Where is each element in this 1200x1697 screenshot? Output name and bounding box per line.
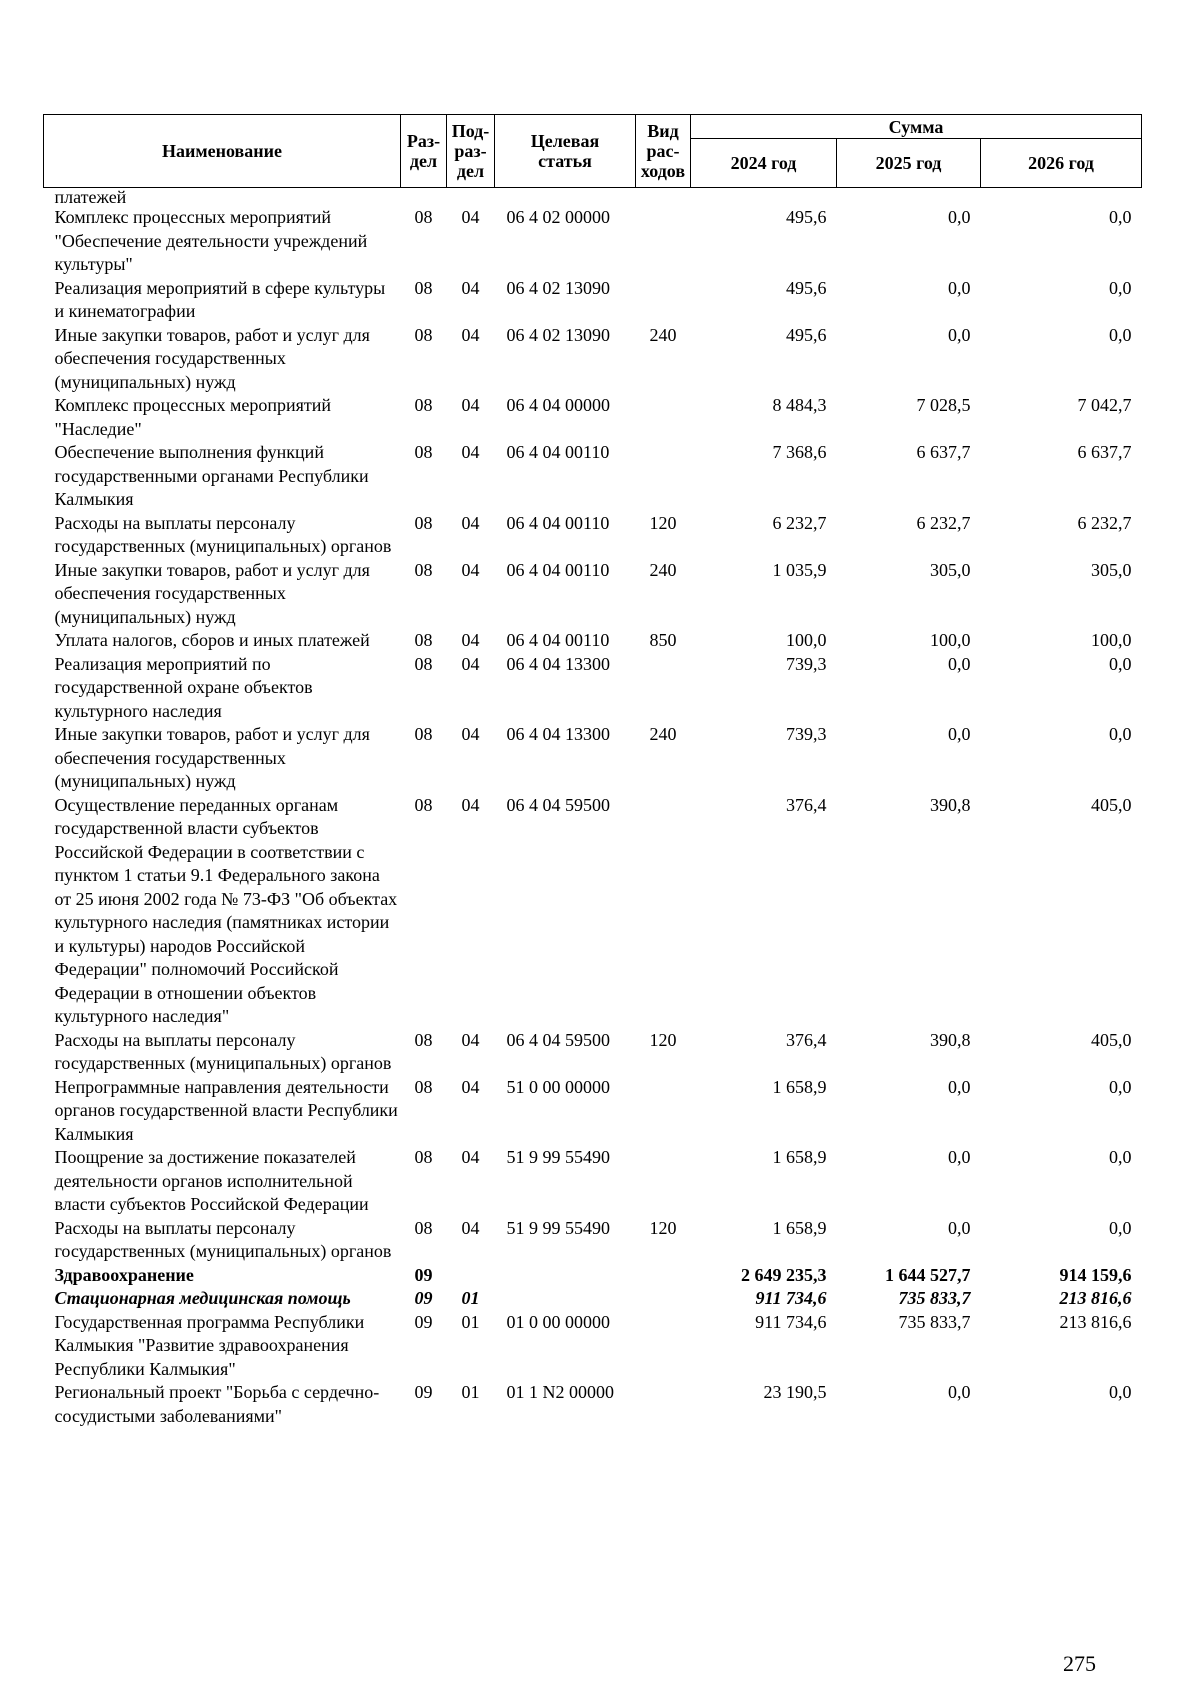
row-sum-2026: 0,0 xyxy=(1109,1076,1132,1097)
row-razdel: 08 xyxy=(414,395,433,415)
row-podrazdel: 01 xyxy=(461,1382,480,1402)
row-vid-rashodov xyxy=(636,1146,691,1217)
row-name: Здравоохранение xyxy=(54,1264,194,1285)
row-razdel: 08 xyxy=(414,1029,433,1050)
row-sum-2024: 739,3 xyxy=(786,724,827,744)
row-sum-2024: 1 658,9 xyxy=(772,1147,827,1167)
row-celevaya-statya xyxy=(495,1264,636,1288)
row-sum-2026: 0,0 xyxy=(1109,277,1132,298)
row-vid-rashodov: 850 xyxy=(649,630,677,650)
row-name: Иные закупки товаров, работ и услуг для обеспечения государственных (муниципальных) нужд xyxy=(54,559,370,627)
row-vid-rashodov: 120 xyxy=(649,1029,677,1050)
row-sum-2024: 911 734,6 xyxy=(755,1288,827,1308)
row-sum-2024 xyxy=(691,188,837,207)
row-podrazdel: 04 xyxy=(461,324,480,345)
row-podrazdel: 04 xyxy=(461,277,480,298)
row-podrazdel xyxy=(447,1264,495,1288)
row-razdel: 08 xyxy=(414,1147,433,1167)
row-razdel: 09 xyxy=(414,1288,433,1308)
row-celevaya-statya: 51 9 99 55490 xyxy=(506,1147,610,1167)
row-name: Государственная программа Республики Калмыкия "Развитие здравоохранения Республики Калмыкия" xyxy=(54,1311,365,1379)
table-row xyxy=(44,794,1142,1029)
row-podrazdel: 04 xyxy=(461,395,480,415)
row-razdel: 08 xyxy=(414,794,433,815)
budget-table xyxy=(43,114,1142,1428)
row-razdel: 08 xyxy=(414,724,433,744)
row-sum-2026: 0,0 xyxy=(1109,1217,1132,1238)
row-sum-2025: 0,0 xyxy=(948,1147,971,1167)
row-podrazdel: 04 xyxy=(461,1217,480,1238)
row-celevaya-statya: 01 0 00 00000 xyxy=(506,1311,610,1332)
row-sum-2024: 7 368,6 xyxy=(772,442,827,462)
row-razdel: 08 xyxy=(414,442,433,462)
row-celevaya-statya: 51 0 00 00000 xyxy=(506,1076,610,1097)
row-name: Непрограммные направления деятельности органов государственной власти Республики Калмыкия xyxy=(54,1076,398,1144)
row-razdel: 08 xyxy=(414,559,433,580)
row-celevaya-statya: 06 4 04 13300 xyxy=(506,653,610,674)
table-row xyxy=(44,206,1142,277)
row-sum-2025: 735 833,7 xyxy=(898,1288,971,1308)
header-vid-rashodov: Вид рас- ходов xyxy=(636,115,691,188)
row-podrazdel: 01 xyxy=(461,1311,480,1332)
row-razdel: 08 xyxy=(414,512,433,533)
row-sum-2024: 739,3 xyxy=(786,653,827,674)
row-celevaya-statya: 06 4 04 00000 xyxy=(506,395,610,415)
row-celevaya-statya: 01 1 N2 00000 xyxy=(506,1382,614,1402)
row-sum-2025: 1 644 527,7 xyxy=(885,1264,971,1285)
row-name: Расходы на выплаты персоналу государственных (муниципальных) органов xyxy=(54,512,392,556)
table-row xyxy=(44,1381,1142,1428)
row-celevaya-statya: 06 4 04 59500 xyxy=(506,1029,610,1050)
row-razdel: 08 xyxy=(414,324,433,345)
row-celevaya-statya: 06 4 04 00110 xyxy=(506,512,610,533)
header-razdel: Раз- дел xyxy=(401,115,447,188)
row-sum-2024: 495,6 xyxy=(786,207,827,227)
row-name: Комплекс процессных мероприятий "Наследие" xyxy=(54,395,332,439)
row-sum-2024: 23 190,5 xyxy=(763,1382,827,1402)
row-sum-2025: 390,8 xyxy=(930,794,971,815)
row-sum-2025: 0,0 xyxy=(948,324,971,345)
row-celevaya-statya xyxy=(495,1287,636,1311)
row-vid-rashodov: 120 xyxy=(649,1217,677,1238)
row-podrazdel: 04 xyxy=(461,442,480,462)
row-sum-2026: 0,0 xyxy=(1109,724,1132,744)
row-sum-2024: 1 658,9 xyxy=(772,1076,827,1097)
row-vid-rashodov: 240 xyxy=(649,559,677,580)
row-sum-2026: 7 042,7 xyxy=(1077,395,1132,415)
table-row xyxy=(44,188,1142,207)
row-vid-rashodov xyxy=(636,277,691,324)
row-podrazdel: 01 xyxy=(461,1288,480,1308)
row-sum-2025: 0,0 xyxy=(948,653,971,674)
row-podrazdel: 04 xyxy=(461,512,480,533)
row-razdel xyxy=(401,188,447,207)
row-sum-2025: 6 637,7 xyxy=(916,442,971,462)
row-vid-rashodov xyxy=(636,188,691,207)
row-podrazdel xyxy=(447,188,495,207)
row-sum-2026: 0,0 xyxy=(1109,324,1132,345)
table-row xyxy=(44,1311,1142,1382)
row-sum-2025: 0,0 xyxy=(948,1217,971,1238)
row-sum-2025: 0,0 xyxy=(948,277,971,298)
row-name: Уплата налогов, сборов и иных платежей xyxy=(54,630,370,650)
row-sum-2026: 100,0 xyxy=(1091,630,1132,650)
row-celevaya-statya: 06 4 04 00110 xyxy=(506,442,610,462)
row-sum-2025: 0,0 xyxy=(948,1076,971,1097)
table-row xyxy=(44,394,1142,441)
row-sum-2024: 376,4 xyxy=(786,1029,827,1050)
row-sum-2024: 376,4 xyxy=(786,794,827,815)
row-sum-2026: 405,0 xyxy=(1091,794,1132,815)
table-row xyxy=(44,629,1142,653)
row-sum-2026: 0,0 xyxy=(1109,1147,1132,1167)
row-vid-rashodov xyxy=(636,1076,691,1147)
row-podrazdel: 04 xyxy=(461,1029,480,1050)
row-celevaya-statya: 06 4 04 13300 xyxy=(506,724,610,744)
row-sum-2025: 7 028,5 xyxy=(916,395,971,415)
row-sum-2026: 213 816,6 xyxy=(1059,1288,1132,1308)
row-vid-rashodov xyxy=(636,1381,691,1428)
table-row xyxy=(44,559,1142,630)
row-razdel: 08 xyxy=(414,1217,433,1238)
table-header xyxy=(44,115,1142,188)
row-vid-rashodov xyxy=(636,441,691,512)
row-podrazdel: 04 xyxy=(461,630,480,650)
row-name: Расходы на выплаты персоналу государственных (муниципальных) органов xyxy=(54,1217,392,1261)
row-name: Реализация мероприятий по государственной охране объектов культурного наследия xyxy=(54,653,313,721)
row-sum-2024: 2 649 235,3 xyxy=(741,1264,827,1285)
row-celevaya-statya: 06 4 02 13090 xyxy=(506,324,610,345)
row-razdel: 08 xyxy=(414,653,433,674)
row-razdel: 08 xyxy=(414,1076,433,1097)
table-row xyxy=(44,512,1142,559)
table-row xyxy=(44,1287,1142,1311)
row-sum-2025: 0,0 xyxy=(948,724,971,744)
row-sum-2024: 6 232,7 xyxy=(772,512,827,533)
row-sum-2025: 100,0 xyxy=(930,630,971,650)
row-podrazdel: 04 xyxy=(461,1147,480,1167)
row-celevaya-statya: 06 4 04 00110 xyxy=(506,559,610,580)
row-sum-2026: 405,0 xyxy=(1091,1029,1132,1050)
row-razdel: 09 xyxy=(414,1311,433,1332)
row-celevaya-statya: 06 4 04 00110 xyxy=(506,630,610,650)
row-podrazdel: 04 xyxy=(461,207,480,227)
row-name: Иные закупки товаров, работ и услуг для обеспечения государственных (муниципальных) нужд xyxy=(54,324,370,392)
row-sum-2024: 911 734,6 xyxy=(755,1311,827,1332)
row-sum-2024: 495,6 xyxy=(786,324,827,345)
header-summa: Сумма xyxy=(691,115,1142,139)
row-name: Поощрение за достижение показателей деятельности органов исполнительной власти субъектов Российской Федерации xyxy=(54,1147,369,1214)
table-row xyxy=(44,1076,1142,1147)
row-name: Региональный проект "Борьба с сердечно-сосудистыми заболеваниями" xyxy=(54,1382,380,1426)
row-vid-rashodov xyxy=(636,394,691,441)
row-name: Реализация мероприятий в сфере культуры и кинематографии xyxy=(54,277,386,321)
header-year-2026: 2026 год xyxy=(981,139,1142,188)
table-row xyxy=(44,1264,1142,1288)
table-row xyxy=(44,653,1142,724)
page-number: 275 xyxy=(1063,1651,1096,1676)
row-sum-2026: 0,0 xyxy=(1109,207,1132,227)
row-sum-2024: 100,0 xyxy=(786,630,827,650)
row-podrazdel: 04 xyxy=(461,559,480,580)
row-razdel: 08 xyxy=(414,207,433,227)
row-sum-2026: 914 159,6 xyxy=(1059,1264,1132,1285)
header-year-2024: 2024 год xyxy=(691,139,837,188)
row-vid-rashodov xyxy=(636,794,691,1029)
row-vid-rashodov xyxy=(636,653,691,724)
row-sum-2026: 305,0 xyxy=(1091,559,1132,580)
row-name: Осуществление переданных органам государственной власти субъектов Российской Федерации в соответствии с пунктом 1 статьи 9.1 Федерального закона от 25 июня 2002 года № 73-ФЗ "Об объектах культурного наследия (памятниках истории и культуры) народов Российской Федерации" полномочий Российской Федерации в отношении объектов культурного наследия" xyxy=(54,794,398,1026)
row-celevaya-statya: 06 4 02 13090 xyxy=(506,277,610,298)
row-sum-2024: 1 035,9 xyxy=(772,559,827,580)
row-podrazdel: 04 xyxy=(461,724,480,744)
row-vid-rashodov: 240 xyxy=(649,324,677,345)
row-sum-2026: 6 232,7 xyxy=(1077,512,1132,533)
table-row xyxy=(44,441,1142,512)
header-year-2025: 2025 год xyxy=(837,139,981,188)
row-podrazdel: 04 xyxy=(461,794,480,815)
row-sum-2026: 6 637,7 xyxy=(1077,442,1132,462)
table-row xyxy=(44,723,1142,794)
row-name: Стационарная медицинская помощь xyxy=(54,1288,351,1308)
row-name: Обеспечение выполнения функций государственными органами Республики Калмыкия xyxy=(54,442,369,509)
row-celevaya-statya xyxy=(495,188,636,207)
header-celevaya-statya: Целевая статья xyxy=(495,115,636,188)
row-sum-2024: 1 658,9 xyxy=(772,1217,827,1238)
row-name: Комплекс процессных мероприятий "Обеспечение деятельности учреждений культуры" xyxy=(54,207,368,274)
row-sum-2025: 6 232,7 xyxy=(916,512,971,533)
row-sum-2025: 0,0 xyxy=(948,207,971,227)
row-podrazdel: 04 xyxy=(461,653,480,674)
table-row xyxy=(44,1146,1142,1217)
row-sum-2025 xyxy=(837,188,981,207)
header-name: Наименование xyxy=(44,115,401,188)
row-celevaya-statya: 06 4 02 00000 xyxy=(506,207,610,227)
table-row xyxy=(44,324,1142,395)
row-sum-2025: 305,0 xyxy=(930,559,971,580)
row-sum-2024: 495,6 xyxy=(786,277,827,298)
header-podrazdel: Под- раз- дел xyxy=(447,115,495,188)
row-sum-2025: 735 833,7 xyxy=(898,1311,971,1332)
table-row xyxy=(44,1029,1142,1076)
table-row xyxy=(44,277,1142,324)
table-row xyxy=(44,1217,1142,1264)
row-podrazdel: 04 xyxy=(461,1076,480,1097)
row-celevaya-statya: 51 9 99 55490 xyxy=(506,1217,610,1238)
row-razdel: 09 xyxy=(414,1264,433,1285)
row-vid-rashodov xyxy=(636,206,691,277)
row-vid-rashodov xyxy=(636,1287,691,1311)
table-body xyxy=(44,188,1142,1429)
row-name: платежей xyxy=(54,187,127,207)
row-celevaya-statya: 06 4 04 59500 xyxy=(506,794,610,815)
budget-table-sheet xyxy=(43,114,1141,1428)
row-vid-rashodov xyxy=(636,1264,691,1288)
row-name: Расходы на выплаты персоналу государственных (муниципальных) органов xyxy=(54,1029,392,1073)
row-sum-2026: 0,0 xyxy=(1109,1382,1132,1402)
row-sum-2025: 390,8 xyxy=(930,1029,971,1050)
row-name: Иные закупки товаров, работ и услуг для обеспечения государственных (муниципальных) нужд xyxy=(54,724,370,791)
row-sum-2026 xyxy=(981,188,1142,207)
row-razdel: 08 xyxy=(414,277,433,298)
row-vid-rashodov: 120 xyxy=(649,512,677,533)
row-sum-2024: 8 484,3 xyxy=(772,395,827,415)
row-razdel: 08 xyxy=(414,630,433,650)
row-sum-2025: 0,0 xyxy=(948,1382,971,1402)
row-vid-rashodov: 240 xyxy=(649,724,677,744)
row-razdel: 09 xyxy=(414,1382,433,1402)
row-vid-rashodov xyxy=(636,1311,691,1382)
row-sum-2026: 0,0 xyxy=(1109,653,1132,674)
row-sum-2026: 213 816,6 xyxy=(1059,1311,1132,1332)
